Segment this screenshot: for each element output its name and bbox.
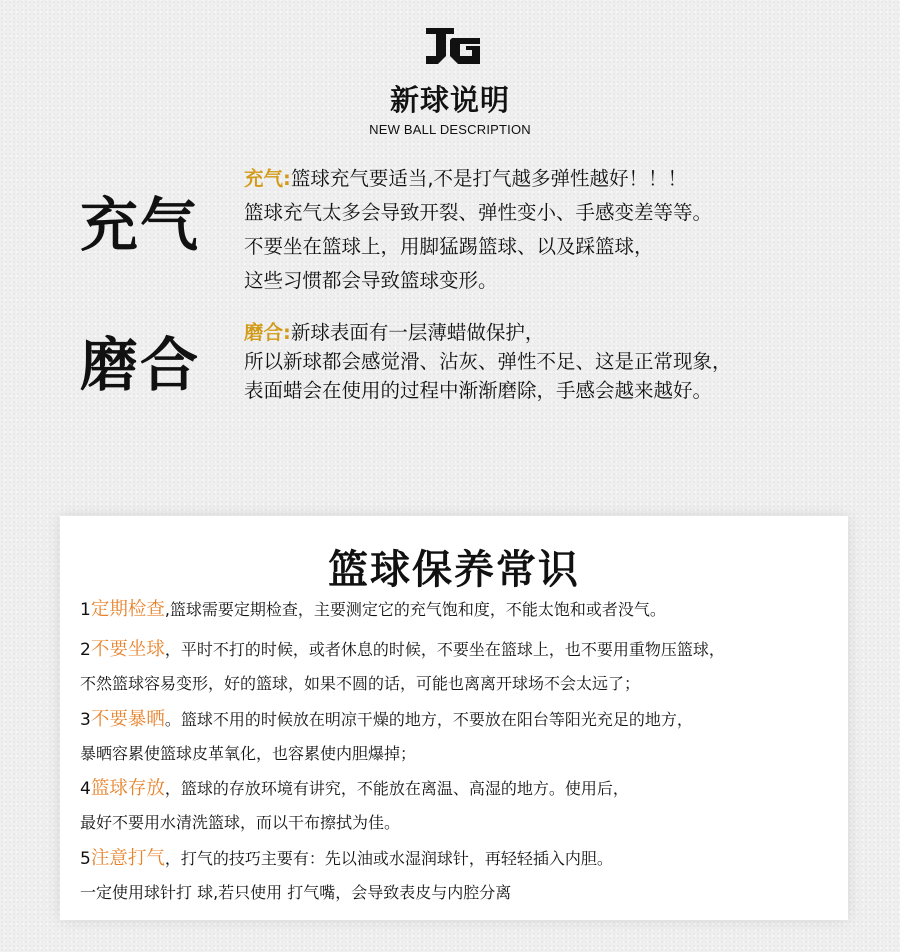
care-tip-2: [80, 633, 725, 700]
section-body-inflation: [244, 162, 712, 298]
tip-keyword: 不要坐球: [90, 639, 165, 660]
section-heading-inflation: 充气: [80, 191, 201, 259]
section-heading-break-in: 磨合: [80, 331, 201, 399]
section-line: 充气:篮球充气要适当,不是打气越多弹性越好！！！: [244, 167, 688, 190]
tip-keyword: 定期检查: [90, 599, 165, 620]
tip-line: 5注意打气，打气的技巧主要有：先以油或水湿润球针，再轻轻插入内胆。: [80, 848, 613, 869]
tip-line: 不然篮球容易变形，好的篮球，如果不圆的话，可能也离离开球场不会太远了；: [80, 674, 641, 693]
tip-keyword: 不要暴晒: [90, 709, 165, 730]
tip-line: 4篮球存放，篮球的存放环境有讲究，不能放在离温、高湿的地方。使用后，: [80, 778, 629, 799]
section-line: 磨合:新球表面有一层薄蜡做保护，: [244, 321, 545, 344]
care-tips-card: [60, 516, 848, 920]
care-tip-5: [80, 842, 613, 909]
brand-logo-icon: [424, 22, 482, 68]
tip-line: 1定期检查,篮球需要定期检查，主要测定它的充气饱和度，不能太饱和或者没气。: [80, 599, 666, 620]
section-body-break-in: [244, 318, 732, 405]
tip-line: 暴晒容累使篮球皮革氧化，也容累使内胆爆掉；: [80, 744, 417, 763]
tip-line: 一定使用球针打 球,若只使用 打气嘴，会导致表皮与内腔分离: [80, 883, 512, 902]
tip-line: 3不要暴晒。篮球不用的时候放在明凉干燥的地方，不要放在阳台等阳光充足的地方，: [80, 709, 693, 730]
care-title: 篮球保养常识: [328, 547, 580, 593]
section-label: 磨合:: [244, 321, 291, 344]
section-line: 表面蜡会在使用的过程中渐渐磨除，手感会越来越好。: [244, 379, 713, 402]
section-line: 所以新球都会感觉滑、沾灰、弹性不足、这是正常现象，: [244, 350, 732, 373]
section-line: 篮球充气太多会导致开裂、弹性变小、手感变差等等。: [244, 201, 713, 224]
section-line: 这些习惯都会导致篮球变形。: [244, 269, 498, 292]
page-title: 新球说明: [389, 83, 510, 117]
care-tip-1: [80, 593, 666, 627]
tip-line: 最好不要用水清洗篮球，而以干布擦拭为佳。: [80, 813, 401, 832]
tip-keyword: 篮球存放: [90, 778, 165, 799]
care-tip-3: [80, 703, 693, 770]
tip-keyword: 注意打气: [90, 848, 165, 869]
care-tip-4: [80, 772, 629, 839]
tip-line: 2不要坐球，平时不打的时候，或者休息的时候，不要坐在篮球上，也不要用重物压篮球，: [80, 639, 725, 660]
page-subtitle: NEW BALL DESCRIPTION: [369, 122, 531, 137]
section-line: 不要坐在篮球上，用脚猛踢篮球、以及踩篮球，: [244, 235, 654, 258]
section-label: 充气:: [244, 167, 291, 190]
